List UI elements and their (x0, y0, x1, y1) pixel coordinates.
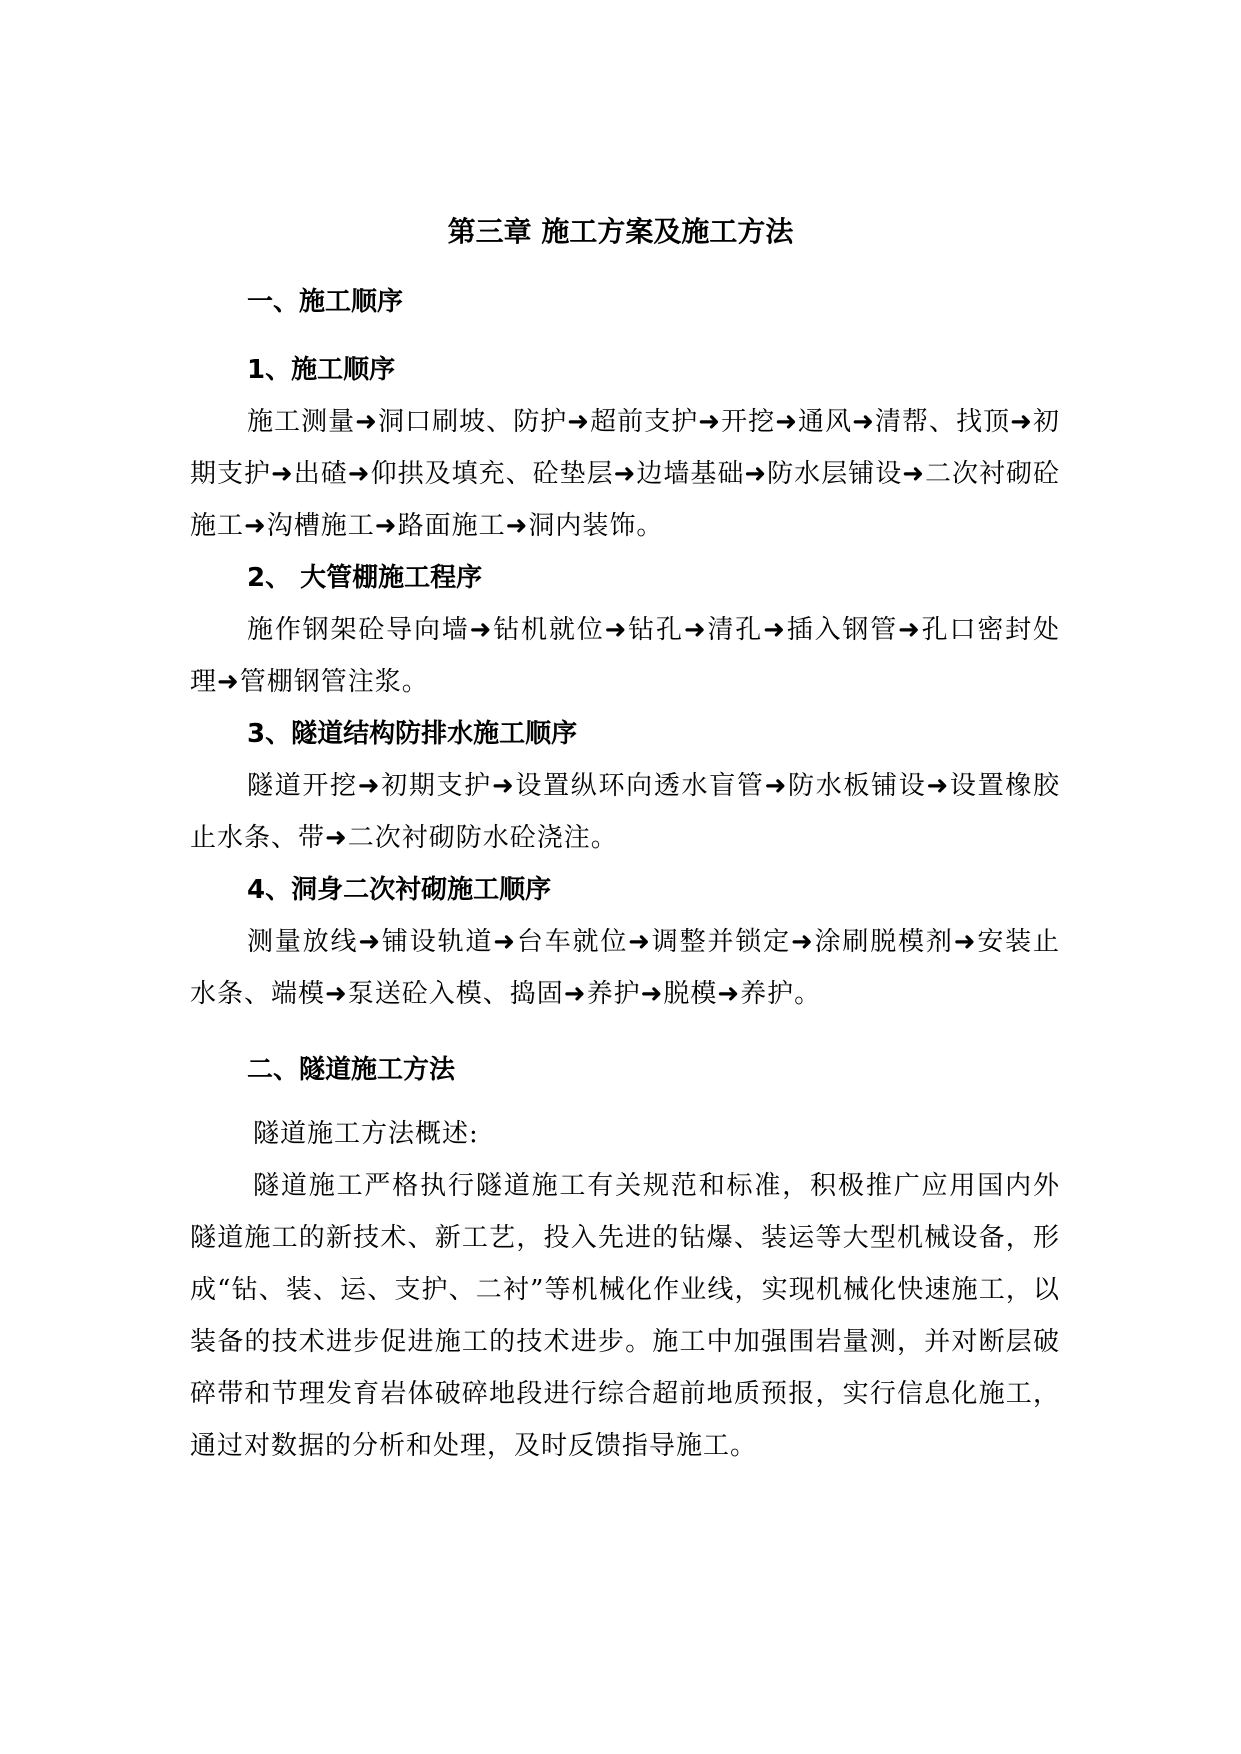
section-heading-construction-sequence: 一、施工顺序 (247, 287, 404, 317)
subsection-heading-1: 1、施工顺序 (247, 355, 396, 385)
subsection-text-2: 施作钢架砼导向墙➜钻机就位➜钻孔➜清孔➜插入钢管➜孔口密封处理➜管棚钢管注浆。 (190, 615, 1060, 697)
subsection-heading-4: 4、洞身二次衬砌施工顺序 (247, 875, 552, 905)
section-heading-tunnel-methods: 二、隧道施工方法 (247, 1055, 456, 1085)
subsection-heading-2: 2、 大管棚施工程序 (247, 563, 483, 593)
chapter-title: 第三章 施工方案及施工方法 (447, 215, 794, 248)
overview-text: 隧道施工严格执行隧道施工有关规范和标准，积极推广应用国内外隧道施工的新技术、新工艺，投入先进的钻爆、装运等大型机械设备，形成“钻、装、运、支护、二衬”等机械化作业线，实现机械化快速施工，以装备的技术进步促进施工的技术进步。施工中加强围岩量测，并对断层破碎带和节理发育岩体破碎地段进行综合超前地质预报，实行信息化施工，通过对数据的分析和处理，及时反馈指导施工。 (190, 1171, 1060, 1461)
subsection-text-1: 施工测量➜洞口刷坡、防护➜超前支护➜开挖➜通风➜清帮、找顶➜初期支护➜出碴➜仰拱及填充、砼垫层➜边墙基础➜防水层铺设➜二次衬砌砼施工➜沟槽施工➜路面施工➜洞内装饰。 (190, 407, 1060, 541)
subsection-text-3: 隧道开挖➜初期支护➜设置纵环向透水盲管➜防水板铺设➜设置橡胶止水条、带➜二次衬砌防水砼浇注。 (190, 771, 1060, 853)
subsection-heading-3: 3、隧道结构防排水施工顺序 (247, 719, 578, 749)
subsection-text-4: 测量放线➜铺设轨道➜台车就位➜调整并锁定➜涂刷脱模剂➜安装止水条、端模➜泵送砼入模、捣固➜养护➜脱模➜养护。 (190, 927, 1060, 1009)
overview-label: 隧道施工方法概述: (253, 1119, 479, 1149)
